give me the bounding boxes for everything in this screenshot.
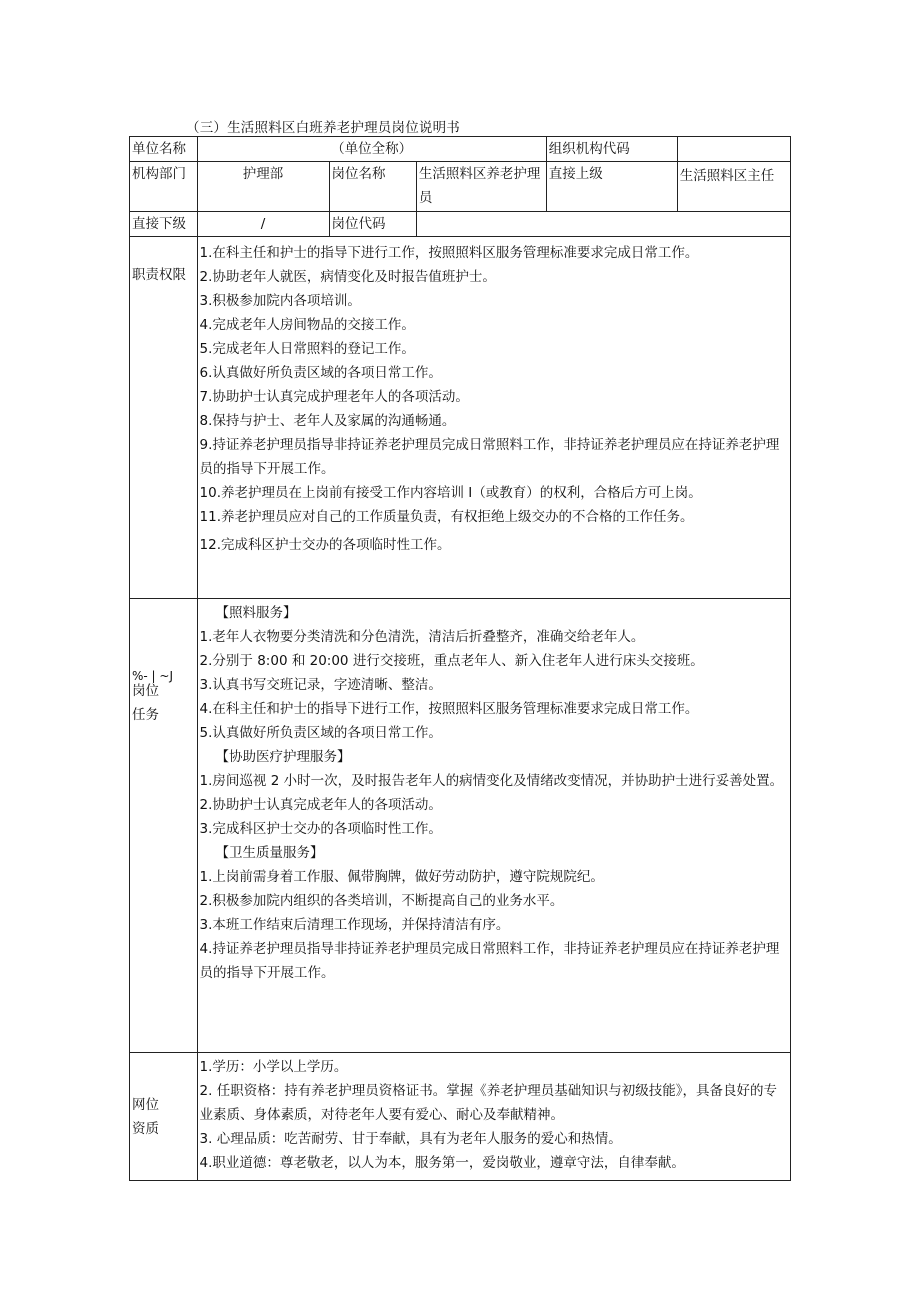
task-item: 5.认真做好所负责区域的各项日常工作。 xyxy=(199,725,442,741)
duty-item: 4.完成老年人房间物品的交接工作。 xyxy=(199,317,415,333)
dept-value: 护理部 xyxy=(197,162,329,212)
task-item: 1.上岗前需身着工作服、佩带胸牌，做好劳动防护，遵守院规院纪。 xyxy=(199,869,604,885)
dept-label: 机构部门 xyxy=(130,162,198,212)
duties-label: 职责权限 xyxy=(132,267,186,283)
unit-name-value: （单位全称） xyxy=(197,137,546,162)
qual-item: 3. 心理品质：吃苦耐劳、甘于奉献，具有为老年人服务的爱心和热情。 xyxy=(199,1131,622,1147)
duty-item: 10.养老护理员在上岗前有接受工作内容培训 I（或教育）的权利，合格后方可上岗。 xyxy=(199,485,702,501)
subordinate-value: / xyxy=(197,212,329,237)
task-item: 1.老年人衣物要分类清洗和分色清洗，清洁后折叠整齐，准确交给老年人。 xyxy=(199,629,645,645)
tasks-label-cell xyxy=(130,599,198,1053)
task-item: 1.房间巡视 2 小时一次，及时报告老年人的病情变化及情绪改变情况，并协助护士进行妥善处置。 xyxy=(199,773,784,789)
task-item: 4.持证养老护理员指导非持证养老护理员完成日常照料工作，非持证养老护理员应在持证养老护理员的指导下开展工作。 xyxy=(199,941,780,981)
unit-name-label: 单位名称 xyxy=(130,137,198,162)
subordinate-label: 直接下级 xyxy=(130,212,198,237)
section-heading: 【协助医疗护理服务】 xyxy=(215,749,351,765)
duty-item: 11.养老护理员应对自己的工作质量负责，有权拒绝上级交办的不合格的工作任务。 xyxy=(199,509,694,525)
qual-label-line1: 网位 xyxy=(132,1097,159,1113)
superior-value xyxy=(677,162,790,212)
qual-item: 4.职业道德：尊老敬老，以人为本，服务第一，爱岗敬业，遵章守法，自律奉献。 xyxy=(199,1155,685,1171)
task-item: 2.协助护士认真完成老年人的各项活动。 xyxy=(199,797,442,813)
tasks-label-line2: 任务 xyxy=(132,707,159,723)
org-code-label: 组织机构代码 xyxy=(546,137,677,162)
qual-content xyxy=(197,1053,790,1181)
duty-item: 1.在科主任和护士的指导下进行工作，按照照料区服务管理标准要求完成日常工作。 xyxy=(199,245,699,261)
section-heading: 【照料服务】 xyxy=(215,605,297,621)
org-code-value xyxy=(677,137,790,162)
page-title: （三）生活照料区白班养老护理员岗位说明书 xyxy=(186,120,460,136)
duty-item: 6.认真做好所负责区域的各项日常工作。 xyxy=(199,365,442,381)
task-item: 3.认真书写交班记录，字迹清晰、整洁。 xyxy=(199,677,442,693)
duty-item: 5.完成老年人日常照料的登记工作。 xyxy=(199,341,415,357)
post-name-value: 生活照料区养老护理员 xyxy=(416,162,546,212)
duty-item: 12.完成科区护士交办的各项临时性工作。 xyxy=(199,537,451,553)
superior-label: 直接上级 xyxy=(546,162,677,212)
job-description-table xyxy=(129,136,791,1181)
task-item: 3.本班工作结束后清理工作现场，并保持清洁有序。 xyxy=(199,917,510,933)
task-item: 2.分别于 8:00 和 20:00 进行交接班，重点老年人、新入住老年人进行床头交接班。 xyxy=(199,653,704,669)
superior-value-text: 生活照料区主任 xyxy=(679,168,775,184)
duties-label-cell xyxy=(130,237,198,599)
duty-item: 8.保持与护士、老年人及家属的沟通畅通。 xyxy=(199,413,456,429)
post-code-label: 岗位代码 xyxy=(329,212,416,237)
qual-item: 1.学历：小学以上学历。 xyxy=(199,1059,348,1075)
task-item: 2.积极参加院内组织的各类培训，不断提高自己的业务水平。 xyxy=(199,893,564,909)
task-item: 3.完成科区护士交办的各项临时性工作。 xyxy=(199,821,442,837)
tasks-label-line1: 岗位 xyxy=(132,683,159,699)
duty-item: 2.协助老年人就医，病情变化及时报告值班护士。 xyxy=(199,269,496,285)
qual-label-line2: 资质 xyxy=(132,1121,159,1137)
duty-item: 3.积极参加院内各项培训。 xyxy=(199,293,361,309)
duties-content xyxy=(197,237,790,599)
duty-item: 7.协助护士认真完成护理老年人的各项活动。 xyxy=(199,389,469,405)
section-heading: 【卫生质量服务】 xyxy=(215,845,324,861)
post-name-label: 岗位名称 xyxy=(329,162,416,212)
post-code-value xyxy=(416,212,790,237)
tasks-content xyxy=(197,599,790,1053)
task-item: 4.在科主任和护士的指导下进行工作，按照照料区服务管理标准要求完成日常工作。 xyxy=(199,701,699,717)
qual-label-cell xyxy=(130,1053,198,1181)
tasks-label-garble: %- | ~J xyxy=(132,669,173,683)
qual-item: 2. 任职资格：持有养老护理员资格证书。掌握《养老护理员基础知识与初级技能》，具备良好的专业素质、身体素质，对待老年人要有爱心、耐心及奉献精神。 xyxy=(199,1083,777,1123)
duty-item: 9.持证养老护理员指导非持证养老护理员完成日常照料工作，非持证养老护理员应在持证养老护理员的指导下开展工作。 xyxy=(199,437,780,477)
